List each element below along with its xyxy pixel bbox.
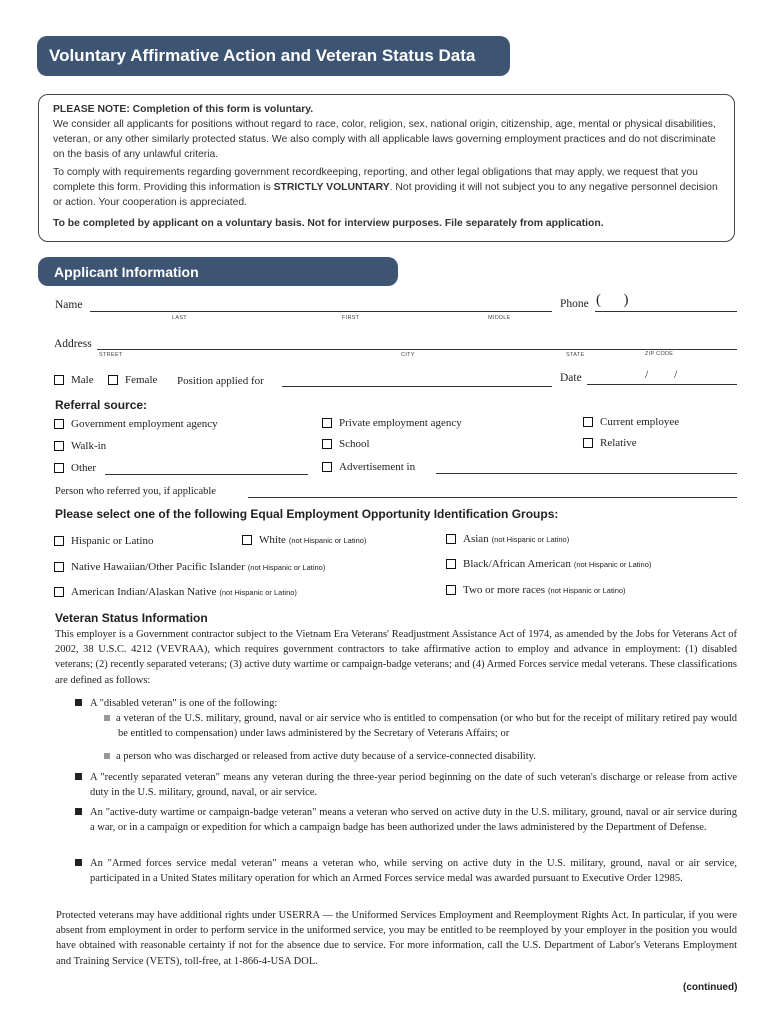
eeo-hispanic-option[interactable]	[54, 535, 153, 547]
note-p2-end: . Not providing it will not subject you to any negative personnel decision or action. Your cooperation is appreciated.	[53, 182, 718, 209]
phone-field[interactable]	[595, 311, 737, 312]
address-state-label: STATE	[566, 352, 585, 358]
eeo-white-checkbox[interactable]	[242, 535, 252, 545]
note-p2-start: To comply with requirements regarding government recordkeeping, reporting, and other legal obligations that may apply, we request that you complete this form. Providing this information is	[53, 167, 698, 194]
referral-current-option[interactable]	[583, 416, 679, 428]
eeo-amind-option[interactable]	[54, 586, 297, 598]
veteran-bullet-4-text: An "Armed forces service medal veteran" means a veteran who, while serving on active duty in the U.S. military, ground, naval or air service, participated in a United States military operation for which an Armed Forces service medal was awarded pursuant to Executive Order 12985.	[90, 858, 737, 885]
referral-heading: Referral source:	[55, 398, 148, 412]
eeo-native-note: (not Hispanic or Latino)	[247, 562, 326, 572]
eeo-hispanic-checkbox[interactable]	[54, 536, 64, 546]
veteran-intro: This employer is a Government contractor subject to the Vietnam Era Veterans' Readjustment Assistance Act of 1974, as amended by the Jobs for Veterans Act of 2002, 38 U.S.C. 4212 (VEVRAA), which requires government contractors to take affirmative action to employ and advance in employment: (1) disabled veterans; (2) recently separated veterans; (3) active duty wartime or campaign-badge veterans; and (4) Armed Forces service medal veterans. These classifications are defined as follows:	[55, 629, 737, 686]
eeo-amind-checkbox[interactable]	[54, 587, 64, 597]
address-field[interactable]	[97, 349, 737, 350]
bullet-icon	[75, 773, 82, 780]
veteran-bullet-1-sub-2-text: a person who was discharged or released from active duty because of a service-connected disability.	[116, 751, 536, 762]
eeo-two-checkbox[interactable]	[446, 585, 456, 595]
referral-walkin-checkbox[interactable]	[54, 441, 64, 451]
date-slashes: / /	[645, 369, 678, 381]
female-checkbox[interactable]	[108, 375, 118, 385]
eeo-heading: Please select one of the following Equal Employment Opportunity Identification Groups:	[55, 507, 559, 521]
male-option[interactable]	[54, 374, 94, 386]
eeo-white-label: White	[259, 534, 286, 546]
eeo-asian-checkbox[interactable]	[446, 534, 456, 544]
veteran-bullet-1-text: A "disabled veteran" is one of the following:	[90, 698, 278, 709]
bullet-icon	[75, 808, 82, 815]
date-field[interactable]	[587, 384, 737, 385]
phone-area-code-parens: ( )	[596, 292, 629, 308]
referral-gov-label: Government employment agency	[71, 418, 218, 430]
name-last-label: LAST	[172, 315, 187, 321]
referral-ad-option[interactable]	[322, 461, 415, 473]
referral-current-checkbox[interactable]	[583, 417, 593, 427]
referral-ad-checkbox[interactable]	[322, 462, 332, 472]
referral-relative-label: Relative	[600, 437, 637, 449]
referral-private-label: Private employment agency	[339, 417, 462, 429]
veteran-bullet-1-sub-2	[104, 749, 737, 764]
bullet-icon	[75, 699, 82, 706]
referral-relative-checkbox[interactable]	[583, 438, 593, 448]
veteran-bullet-3	[90, 805, 737, 835]
voluntary-note-box	[38, 94, 735, 242]
name-first-label: FIRST	[342, 315, 360, 321]
phone-label: Phone	[560, 298, 589, 310]
form-title-banner	[37, 36, 510, 76]
veteran-heading: Veteran Status Information	[55, 611, 208, 625]
address-street-label: STREET	[99, 352, 123, 358]
eeo-two-label: Two or more races	[463, 584, 546, 596]
veteran-bullet-1-sub-1-text: a veteran of the U.S. military, ground, naval or air service who is entitled to compensation (or who but for the receipt of military retired pay would be entitled to compensation) under laws administered by the Secretary of Veterans Affairs; or	[116, 713, 737, 740]
referral-school-checkbox[interactable]	[322, 439, 332, 449]
referral-other-label: Other	[71, 462, 97, 474]
female-label: Female	[125, 374, 158, 386]
referral-relative-option[interactable]	[583, 437, 637, 449]
veteran-bullet-1	[75, 696, 737, 711]
referral-other-field[interactable]	[105, 474, 308, 475]
referral-walkin-option[interactable]	[54, 440, 106, 452]
eeo-asian-note: (not Hispanic or Latino)	[491, 534, 570, 544]
address-city-label: CITY	[401, 352, 415, 358]
sub-bullet-icon	[104, 715, 110, 721]
referral-school-label: School	[339, 438, 370, 450]
eeo-asian-option[interactable]	[446, 533, 569, 545]
eeo-hispanic-label: Hispanic or Latino	[71, 535, 154, 547]
eeo-native-option[interactable]	[54, 561, 325, 573]
eeo-black-note: (not Hispanic or Latino)	[573, 559, 652, 569]
sub-bullet-icon	[104, 753, 110, 759]
referral-current-label: Current employee	[600, 416, 680, 428]
eeo-black-label: Black/African American	[463, 558, 571, 570]
address-label: Address	[54, 338, 92, 350]
date-label: Date	[560, 372, 582, 384]
note-paragraph-1: We consider all applicants for positions without regard to race, color, religion, sex, national origin, citizenship, age, mental or physical disabilities, veteran, or any other similarly protected status. We also comply with all applicable laws governing employment practices and do not discriminate on the basis of any unlawful criteria.	[53, 119, 716, 161]
eeo-white-note: (not Hispanic or Latino)	[288, 535, 367, 545]
veteran-closing: Protected veterans may have additional rights under USERRA — the Uniformed Services Employment and Reemployment Rights Act. In particular, if you were absent from employment in order to perform service in the uniformed service, you may be entitled to be reemployed by your employer in the position you would have obtained with reasonable certainty if not for the absence due to service. For more information, call the U.S. Department of Labor's Veterans Employment and Training Service (VETS), toll-free, at 1-866-4-USA DOL.	[56, 910, 737, 967]
eeo-amind-label: American Indian/Alaskan Native	[71, 586, 217, 598]
referral-private-checkbox[interactable]	[322, 418, 332, 428]
note-heading: PLEASE NOTE: Completion of this form is voluntary.	[53, 104, 314, 115]
veteran-bullet-2	[90, 770, 737, 800]
referral-other-checkbox[interactable]	[54, 463, 64, 473]
eeo-black-checkbox[interactable]	[446, 559, 456, 569]
veteran-bullet-4	[90, 856, 737, 886]
referral-walkin-label: Walk-in	[71, 440, 107, 452]
note-strictly-voluntary: STRICTLY VOLUNTARY	[273, 182, 390, 194]
eeo-black-option[interactable]	[446, 558, 651, 570]
referred-by-field[interactable]	[248, 497, 737, 498]
referral-other-option[interactable]	[54, 462, 96, 474]
veteran-bullet-1-sub-1	[118, 711, 737, 741]
referral-school-option[interactable]	[322, 438, 370, 450]
referral-ad-label: Advertisement in	[339, 461, 416, 473]
referral-gov-checkbox[interactable]	[54, 419, 64, 429]
referral-gov-option[interactable]	[54, 418, 218, 430]
name-field[interactable]	[90, 311, 552, 312]
veteran-bullet-2-text: A "recently separated veteran" means any veteran during the three-year period beginning on the date of such veteran's discharge or release from active duty in the U.S. military, ground, naval, or air service.	[90, 772, 737, 799]
continued-label: (continued)	[683, 982, 738, 993]
referred-by-label: Person who referred you, if applicable	[55, 486, 216, 497]
eeo-native-checkbox[interactable]	[54, 562, 64, 572]
eeo-asian-label: Asian	[463, 533, 489, 545]
note-footer: To be completed by applicant on a voluntary basis. Not for interview purposes. File separately from application.	[53, 217, 604, 229]
bullet-icon	[75, 859, 82, 866]
form-title: Voluntary Affirmative Action and Veteran Status Data	[49, 46, 476, 65]
applicant-info-banner	[38, 257, 398, 286]
position-label: Position applied for	[177, 375, 264, 387]
male-label: Male	[71, 374, 94, 386]
eeo-native-label: Native Hawaiian/Other Pacific Islander	[71, 561, 245, 573]
applicant-info-heading: Applicant Information	[54, 263, 199, 280]
referral-ad-field[interactable]	[436, 473, 737, 474]
eeo-two-option[interactable]	[446, 584, 626, 596]
eeo-amind-note: (not Hispanic or Latino)	[219, 587, 297, 597]
name-middle-label: MIDDLE	[488, 315, 511, 321]
female-option[interactable]	[108, 374, 157, 386]
name-label: Name	[55, 299, 83, 311]
note-paragraph-2	[53, 165, 720, 210]
position-field[interactable]	[282, 386, 552, 387]
eeo-two-note: (not Hispanic or Latino)	[548, 585, 626, 595]
referral-private-option[interactable]	[322, 417, 462, 429]
male-checkbox[interactable]	[54, 375, 64, 385]
eeo-white-option[interactable]	[242, 534, 366, 546]
address-zip-label: ZIP CODE	[645, 351, 674, 357]
veteran-bullet-3-text: An "active-duty wartime or campaign-badge veteran" means a veteran who served on active duty in the U.S. military, ground, naval or air service during a war, or in a campaign or expedition for which a campaign badge has been authorized under the laws administered by the Department of Defense.	[90, 807, 737, 834]
